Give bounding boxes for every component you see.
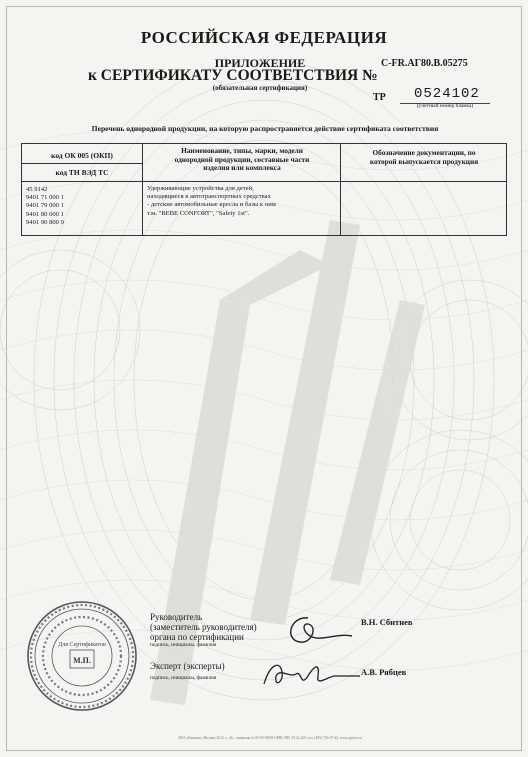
certificate-title: к СЕРТИФИКАТУ СООТВЕТСТВИЯ №: [88, 67, 378, 84]
codes-column: [22, 144, 143, 235]
head-signature: [278, 610, 358, 650]
code-line: 9401 79 000 1: [26, 202, 64, 210]
documentation-header: Обозначение документации, по которой выпускается продукция: [369, 148, 479, 166]
head-signature-caption: подпись, инициалы, фамилия: [150, 642, 217, 648]
printer-imprint: ЗАО «Опцион», Москва, 2012 г., «Б», лицензия № 05-05-09/003 ФНС РФ, ТЗ № 220, тел. (495) 726-47-42, www.opcion.ru: [178, 736, 362, 740]
blank-number: 0524102: [414, 86, 480, 102]
svg-text:М.П.: М.П.: [73, 656, 91, 665]
blank-number-caption: (учетный номер бланка): [416, 103, 474, 109]
okp-code-header: код ОК 005 (ОКП): [51, 151, 113, 160]
code-line: 9401 90 800 9: [26, 218, 64, 226]
expert-signature-caption: подпись, инициалы, фамилия: [150, 675, 217, 681]
product-description: [147, 185, 339, 218]
mandatory-note: (обязательная сертификация): [212, 84, 308, 92]
description-line: Удерживающие устройства для детей,: [147, 185, 254, 192]
description-line: - детские автомобильные кресла и базы к ним: [147, 201, 276, 209]
country-title: РОССИЙСКАЯ ФЕДЕРАЦИЯ: [140, 28, 388, 47]
product-name-column: [143, 144, 341, 235]
head-name: В.Н. Сбитнев: [361, 617, 413, 627]
certification-seal: [24, 598, 140, 714]
product-codes: [26, 186, 64, 227]
svg-text:Для Сертификатов: Для Сертификатов: [58, 642, 106, 648]
description-line: находящиеся в автотранспортных средствах: [147, 193, 271, 201]
product-list-heading: Перечень однородной продукции, на которую распространяется действие сертификата соответствия: [91, 124, 439, 133]
tp-label: ТР: [373, 92, 386, 103]
code-line: 9401 71 000 1: [26, 194, 64, 202]
header-divider: [22, 163, 142, 164]
product-name-header: Наименование, типы, марки, модели однородной продукции, составные части изделия или комплекса: [174, 146, 310, 173]
head-of-body-label: Руководитель (заместитель руководителя) органа по сертификации: [150, 612, 257, 642]
certificate-number: C-FR.AГ80.B.05275: [381, 58, 468, 69]
expert-name: А.В. Рябцев: [361, 667, 407, 677]
tnved-code-header: код ТН ВЭД ТС: [55, 168, 109, 177]
code-line: 9401 80 000 1: [26, 210, 64, 218]
expert-signature: [256, 654, 366, 694]
code-line: 45 9142: [26, 186, 48, 193]
product-table: [21, 143, 507, 236]
expert-label: Эксперт (эксперты): [150, 661, 225, 671]
header-row-divider: [22, 181, 506, 182]
documentation-column: [341, 144, 506, 235]
description-line: т.м. "BEBE CONFORT", "Safety 1st".: [147, 209, 250, 217]
appendix-title: ПРИЛОЖЕНИЕ: [214, 56, 306, 70]
